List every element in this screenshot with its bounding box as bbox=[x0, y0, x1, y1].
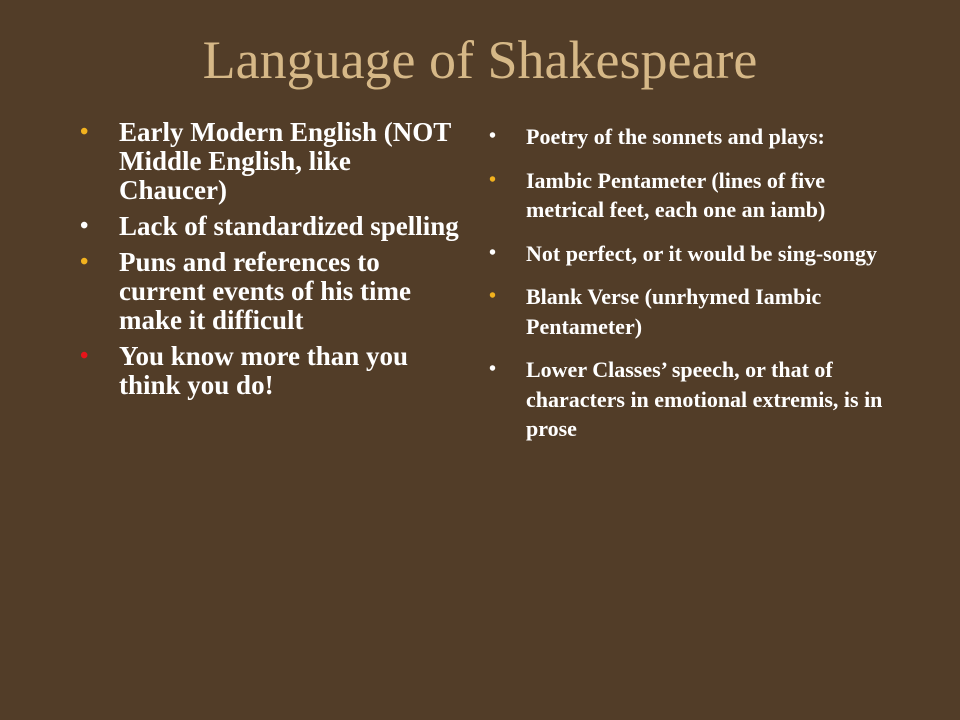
bullet-item bbox=[80, 248, 462, 335]
bullet-text: Blank Verse (unrhymed Iambic Pentameter) bbox=[526, 284, 822, 339]
bullet-icon: • bbox=[489, 241, 497, 264]
bullet-item bbox=[489, 166, 889, 225]
right-bullet-list bbox=[489, 122, 889, 458]
left-bullet-list bbox=[80, 118, 462, 407]
bullet-item bbox=[489, 355, 889, 444]
bullet-icon: • bbox=[80, 343, 89, 369]
bullet-item bbox=[80, 342, 462, 400]
bullet-item bbox=[489, 122, 889, 152]
bullet-icon: • bbox=[80, 213, 89, 239]
bullet-item bbox=[489, 282, 889, 341]
bullet-icon: • bbox=[489, 168, 497, 191]
bullet-text: Iambic Pentameter (lines of five metrical feet, each one an iamb) bbox=[526, 167, 826, 222]
bullet-text: Not perfect, or it would be sing-songy bbox=[526, 240, 877, 266]
bullet-item bbox=[489, 239, 889, 269]
bullet-text: Poetry of the sonnets and plays: bbox=[526, 124, 825, 149]
bullet-icon: • bbox=[489, 285, 497, 307]
bullet-text: You know more than you think you do! bbox=[119, 341, 409, 400]
bullet-text: Lack of standardized spelling bbox=[119, 211, 459, 241]
bullet-text: Early Modern English (NOT Middle English, like Chaucer) bbox=[119, 117, 451, 205]
bullet-icon: • bbox=[489, 358, 497, 380]
bullet-text: Puns and references to current events of his time make it difficult bbox=[119, 247, 411, 335]
slide-title: Language of Shakespeare bbox=[202, 30, 758, 90]
bullet-item bbox=[80, 118, 462, 205]
bullet-item bbox=[80, 212, 462, 241]
bullet-icon: • bbox=[489, 125, 497, 147]
bullet-text: Lower Classes’ speech, or that of characters in emotional extremis, is in prose bbox=[526, 357, 883, 441]
bullet-icon: • bbox=[80, 249, 89, 275]
bullet-icon: • bbox=[80, 119, 89, 145]
